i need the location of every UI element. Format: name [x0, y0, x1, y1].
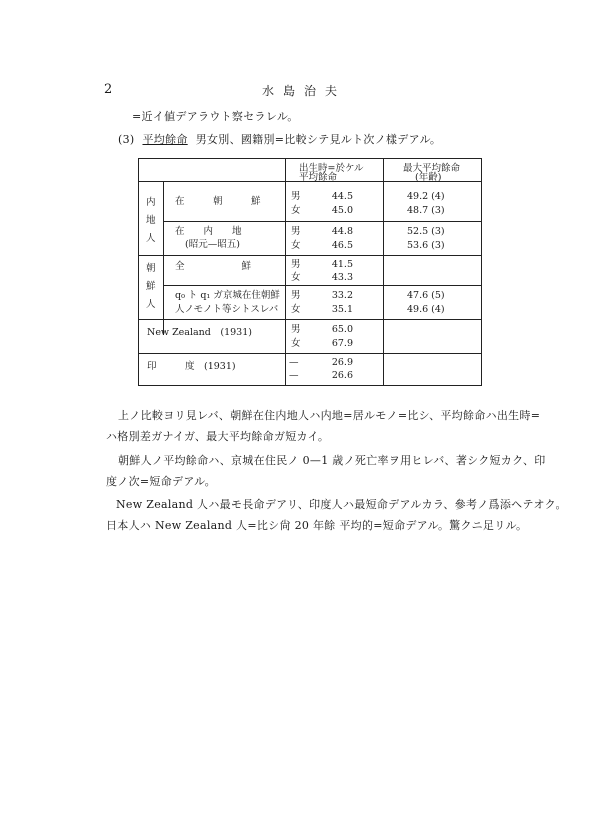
body-paragraph-line: ハ格別差ガナイガ、最大平均餘命ガ短カイ。: [106, 430, 330, 443]
table-rule: [163, 181, 164, 335]
group-label-naichi: 内: [146, 197, 156, 208]
row-sex: —: [289, 370, 299, 381]
row-sex: 男: [291, 324, 301, 335]
row-label-sub: 人ノモノト等シトスレバ: [175, 304, 279, 315]
row-sex: 女: [291, 338, 301, 349]
row-sex: 男: [291, 290, 301, 301]
row-sex: 女: [291, 240, 301, 251]
row-birth-value: 41.5: [331, 259, 353, 270]
row-label-sub: (昭元—昭五): [185, 239, 240, 250]
table-rule: [139, 319, 481, 320]
row-birth-value: 46.5: [331, 240, 353, 251]
row-sex: 男: [291, 259, 301, 270]
body-paragraph-line: 朝鮮人ノ平均餘命ハ、京城在住民ノ 0—1 歳ノ死亡率ヲ用ヒレバ、著シク短カク、印: [118, 454, 546, 467]
running-header-author: 水島治夫: [262, 84, 347, 98]
group-label-chosen: 朝: [146, 263, 156, 274]
row-sex: 女: [291, 272, 301, 283]
row-sex: 女: [291, 205, 301, 216]
row-sex: 女: [291, 304, 301, 315]
row-sex: 男: [291, 191, 301, 202]
row-birth-value: 26.9: [331, 357, 353, 368]
row-max-value: 49.2 (4): [407, 191, 445, 202]
section-heading: [118, 131, 441, 147]
section-number: (3): [118, 133, 135, 146]
section-title: 平均餘命: [142, 133, 188, 146]
table-rule: [139, 255, 481, 256]
row-label: 印 度 (1931): [147, 361, 236, 372]
row-max-value: 49.6 (4): [407, 304, 445, 315]
header-birth-line2: 平均餘命: [299, 172, 338, 183]
table-rule: [383, 159, 384, 386]
row-label: 在 朝 鮮: [175, 196, 261, 207]
body-paragraph-line: 上ノ比較ヨリ見レバ、朝鮮在住内地人ハ内地=居ルモノ=比シ、平均餘命ハ出生時=: [118, 409, 541, 422]
group-label-chosen: 人: [146, 299, 156, 310]
body-paragraph-line: New Zealand 人ハ最モ長命デアリ、印度人ハ最短命デアルカラ、參考ノ爲添ヘテオク。: [116, 498, 567, 511]
row-birth-value: 26.6: [331, 370, 353, 381]
table-rule: [163, 285, 481, 286]
section-text: 男女別、國籍別=比較シテ見ルト次ノ樣デアル。: [195, 133, 442, 146]
row-birth-value: 43.3: [331, 272, 353, 283]
table-rule: [163, 221, 481, 222]
row-sex: —: [289, 357, 299, 368]
row-label: q₀ ト q₁ ガ京城在住朝鮮: [175, 290, 280, 301]
header-max-line1: 最大平均餘命: [403, 163, 461, 174]
row-birth-value: 67.9: [331, 338, 353, 349]
header-birth-line1: 出生時=於ケル: [299, 163, 364, 174]
row-max-value: 48.7 (3): [407, 205, 445, 216]
body-paragraph-line: 度ノ次=短命デアル。: [106, 475, 216, 488]
row-sex: 男: [291, 226, 301, 237]
row-birth-value: 45.0: [331, 205, 353, 216]
page-number: 2: [104, 82, 113, 97]
intro-line: =近イ値デアラウト察セラレル。: [132, 110, 299, 123]
row-birth-value: 44.5: [331, 191, 353, 202]
life-expectancy-table: [138, 158, 482, 386]
table-rule: [285, 159, 286, 386]
group-label-naichi: 地: [146, 215, 156, 226]
row-birth-value: 65.0: [331, 324, 353, 335]
row-max-value: 53.6 (3): [407, 240, 445, 251]
row-birth-value: 35.1: [331, 304, 353, 315]
body-paragraph-line: 日本人ハ New Zealand 人=比シ尙 20 年餘 平均的=短命デアル。驚クニ足リル。: [106, 519, 528, 532]
row-max-value: 47.6 (5): [407, 290, 445, 301]
row-label: New Zealand (1931): [147, 327, 252, 338]
row-label: 全 鮮: [175, 261, 252, 272]
header-max-line2: (年齡): [415, 172, 442, 183]
row-birth-value: 33.2: [331, 290, 353, 301]
table-rule: [139, 353, 481, 354]
row-birth-value: 44.8: [331, 226, 353, 237]
row-max-value: 52.5 (3): [407, 226, 445, 237]
row-label: 在 内 地: [175, 226, 242, 237]
group-label-chosen: 鮮: [146, 281, 156, 292]
group-label-naichi: 人: [146, 233, 156, 244]
